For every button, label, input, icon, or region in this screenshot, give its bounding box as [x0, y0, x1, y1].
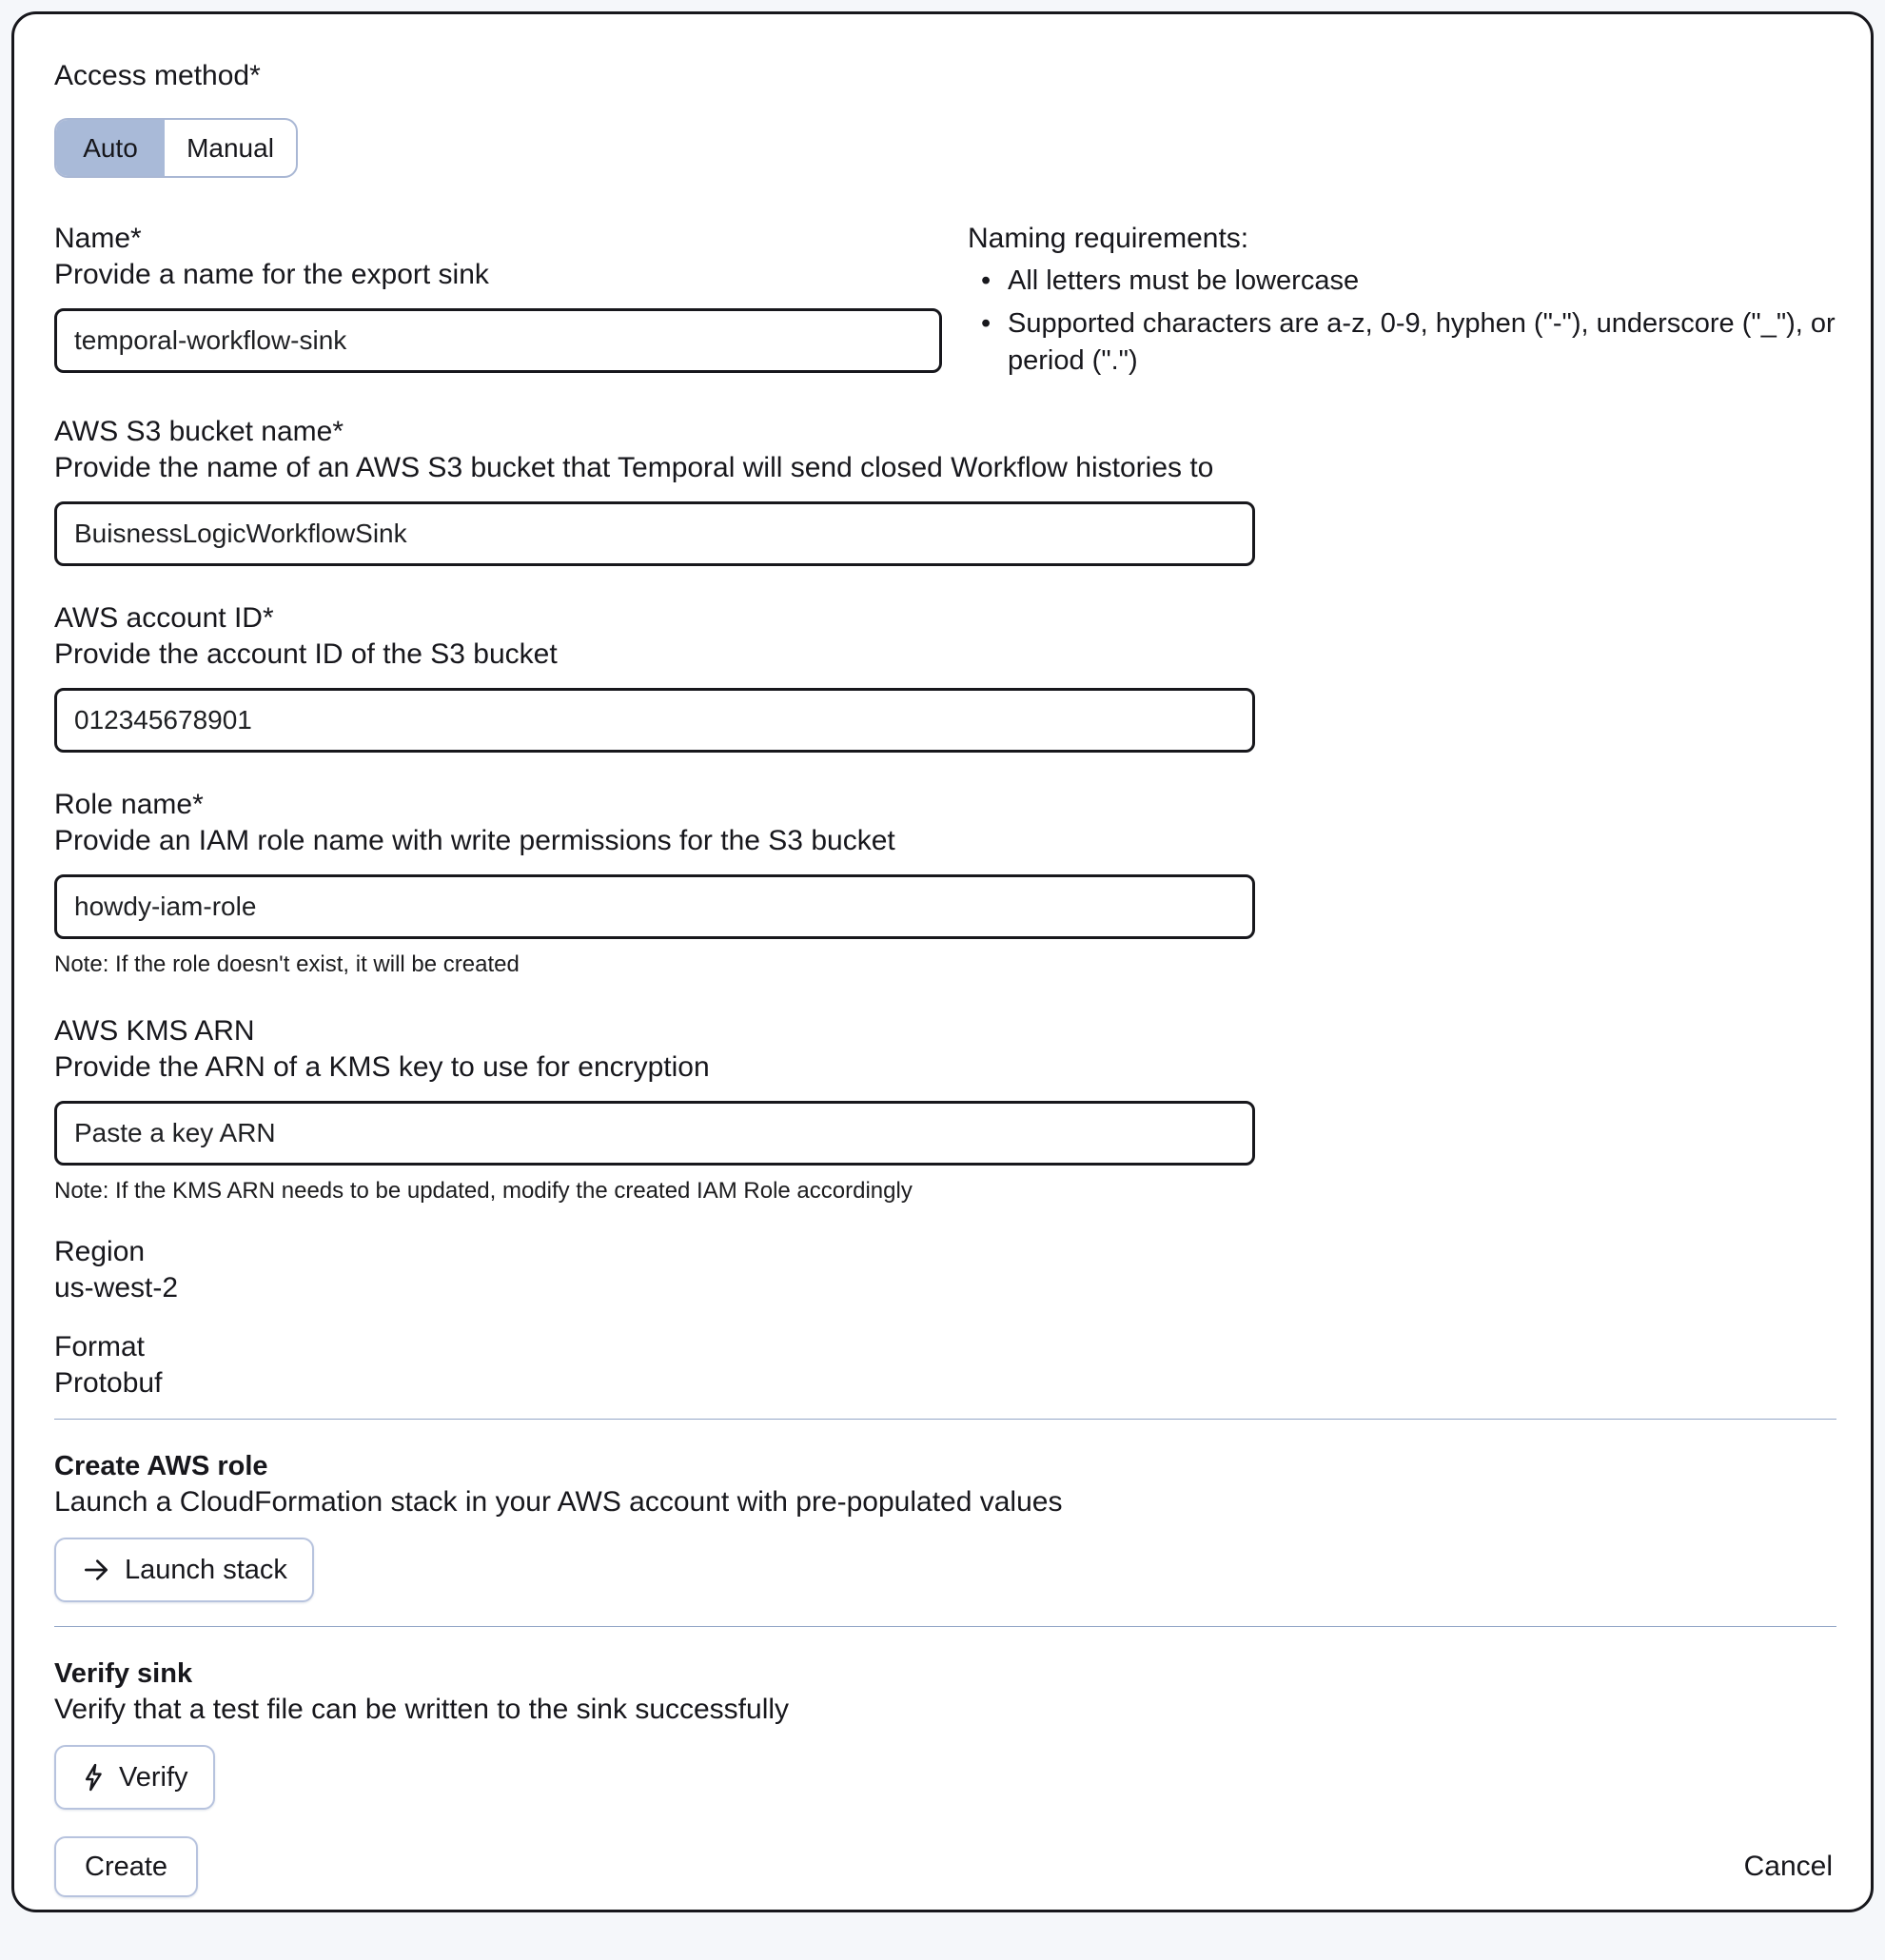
section-divider: [54, 1419, 1836, 1420]
kms-arn-note: Note: If the KMS ARN needs to be updated, modify the created IAM Role accordingly: [54, 1178, 913, 1204]
kms-arn-label: AWS KMS ARN: [54, 1015, 255, 1047]
naming-requirements-list: [968, 263, 1838, 380]
access-method-manual-option[interactable]: Manual: [165, 120, 296, 176]
role-name-note: Note: If the role doesn't exist, it will be created: [54, 951, 520, 977]
launch-stack-button-label: Launch stack: [125, 1555, 287, 1585]
kms-arn-field-group: [54, 1013, 1836, 1205]
arrow-right-icon: [81, 1555, 111, 1585]
kms-arn-input[interactable]: [54, 1101, 1255, 1166]
account-id-description: Provide the account ID of the S3 bucket: [54, 638, 558, 670]
section-divider: [54, 1626, 1836, 1627]
account-id-field-group: [54, 600, 1836, 753]
s3-bucket-description: Provide the name of an AWS S3 bucket that Temporal will send closed Workflow histories to: [54, 452, 1214, 483]
name-label: Name*: [54, 223, 142, 254]
name-and-requirements-row: [54, 221, 1836, 380]
role-name-field-group: [54, 787, 1836, 979]
lightning-icon: [81, 1763, 106, 1792]
account-id-label: AWS account ID*: [54, 602, 274, 634]
create-aws-role-section: [54, 1448, 1836, 1602]
create-button[interactable]: Create: [54, 1836, 198, 1897]
naming-requirement-item: • Supported characters are a-z, 0-9, hyphen ("-"), underscore ("_"), or period ("."): [968, 305, 1838, 380]
role-name-input[interactable]: [54, 874, 1255, 939]
format-readonly-group: [54, 1329, 1836, 1401]
access-method-auto-option[interactable]: Auto: [56, 120, 165, 176]
format-label: Format: [54, 1331, 146, 1362]
kms-arn-description: Provide the ARN of a KMS key to use for encryption: [54, 1051, 710, 1083]
name-field-group: [54, 221, 945, 373]
name-description: Provide a name for the export sink: [54, 259, 489, 290]
region-label: Region: [54, 1236, 146, 1267]
create-aws-role-title: Create AWS role: [54, 1451, 268, 1481]
launch-stack-button[interactable]: [54, 1538, 314, 1602]
create-aws-role-description: Launch a CloudFormation stack in your AWS account with pre-populated values: [54, 1486, 1063, 1518]
format-value: Protobuf: [54, 1367, 163, 1399]
account-id-input[interactable]: [54, 688, 1255, 753]
naming-requirement-item: • All letters must be lowercase: [968, 263, 1838, 300]
name-input[interactable]: [54, 308, 942, 373]
form-actions: [54, 1836, 1836, 1897]
naming-requirements: [968, 221, 1838, 380]
verify-sink-title: Verify sink: [54, 1658, 193, 1689]
create-export-sink-form: [11, 11, 1874, 1912]
role-name-description: Provide an IAM role name with write permissions for the S3 bucket: [54, 825, 895, 856]
verify-sink-section: [54, 1656, 1836, 1810]
s3-bucket-label: AWS S3 bucket name*: [54, 416, 344, 447]
access-method-label: Access method*: [54, 60, 261, 91]
cancel-button[interactable]: Cancel: [1740, 1849, 1836, 1885]
role-name-label: Role name*: [54, 789, 204, 820]
naming-requirements-title: Naming requirements:: [968, 223, 1249, 254]
verify-button[interactable]: [54, 1745, 215, 1810]
region-value: us-west-2: [54, 1272, 179, 1303]
verify-button-label: Verify: [119, 1762, 188, 1793]
s3-bucket-input[interactable]: [54, 501, 1255, 566]
verify-sink-description: Verify that a test file can be written to the sink successfully: [54, 1694, 790, 1725]
access-method-toggle: [54, 118, 298, 178]
s3-bucket-field-group: [54, 414, 1836, 566]
region-readonly-group: [54, 1234, 1836, 1306]
